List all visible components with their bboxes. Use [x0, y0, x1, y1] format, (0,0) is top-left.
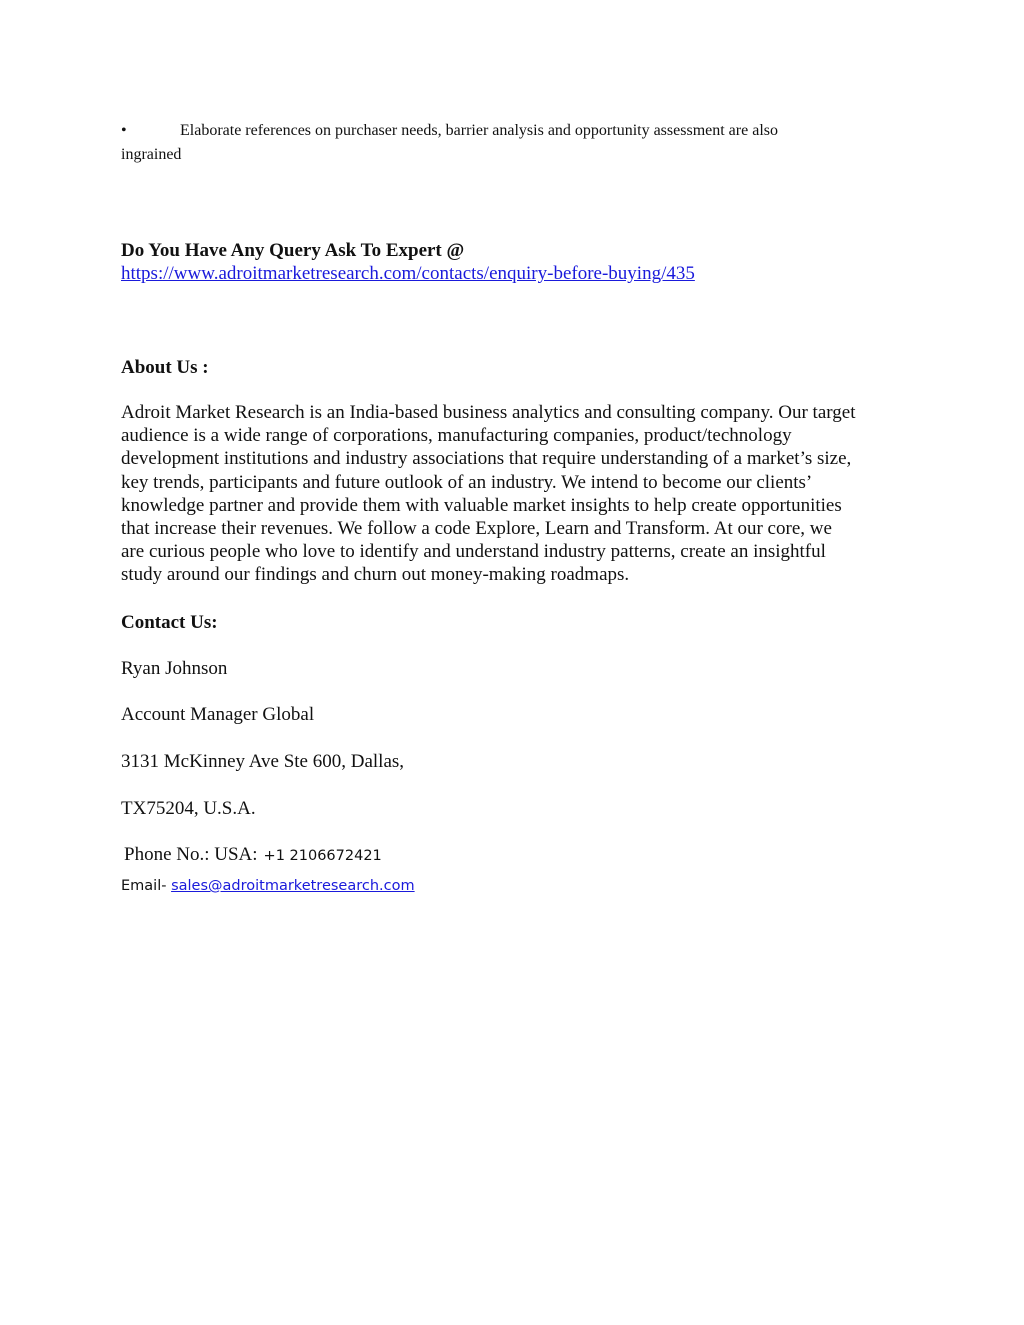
contact-heading: Contact Us: — [121, 612, 218, 633]
email-label: Email- — [121, 878, 167, 894]
about-line: are curious people who love to identify and understand industry patterns, create an insightful — [121, 541, 826, 563]
about-line: development institutions and industry associations that require understanding of a market’s size, — [121, 448, 852, 470]
about-line: study around our findings and churn out money-making roadmaps. — [121, 564, 630, 586]
bullet-symbol: • — [121, 122, 127, 139]
phone-label: Phone No.: USA: — [124, 844, 258, 865]
query-heading: Do You Have Any Query Ask To Expert @ — [121, 240, 465, 261]
bullet-item — [121, 121, 778, 141]
contact-title: Account Manager Global — [121, 704, 315, 725]
contact-email — [121, 876, 415, 896]
about-line: that increase their revenues. We follow a code Explore, Learn and Transform. At our core, we — [121, 518, 832, 540]
about-heading: About Us : — [121, 357, 209, 378]
contact-address-line1: 3131 McKinney Ave Ste 600, Dallas, — [121, 751, 405, 772]
bullet-text-continuation: ingrained — [121, 146, 182, 163]
enquiry-link[interactable]: https://www.adroitmarketresearch.com/contacts/enquiry-before-buying/435 — [121, 263, 695, 284]
about-line: key trends, participants and future outlook of an industry. We intend to become our clients’ — [121, 471, 813, 493]
phone-number: +1 2106672421 — [263, 848, 382, 864]
about-line: Adroit Market Research is an India-based business analytics and consulting company. Our target — [121, 402, 856, 423]
contact-phone — [124, 843, 382, 868]
email-link[interactable]: sales@adroitmarketresearch.com — [171, 878, 415, 894]
contact-name: Ryan Johnson — [121, 658, 228, 679]
about-line: audience is a wide range of corporations, manufacturing companies, product/technology — [121, 425, 792, 447]
contact-address-line2: TX75204, U.S.A. — [121, 798, 256, 819]
bullet-text: Elaborate references on purchaser needs, barrier analysis and opportunity assessment are also — [180, 122, 778, 139]
about-line: knowledge partner and provide them with valuable market insights to help create opportunities — [121, 494, 842, 516]
about-paragraph — [121, 401, 911, 587]
